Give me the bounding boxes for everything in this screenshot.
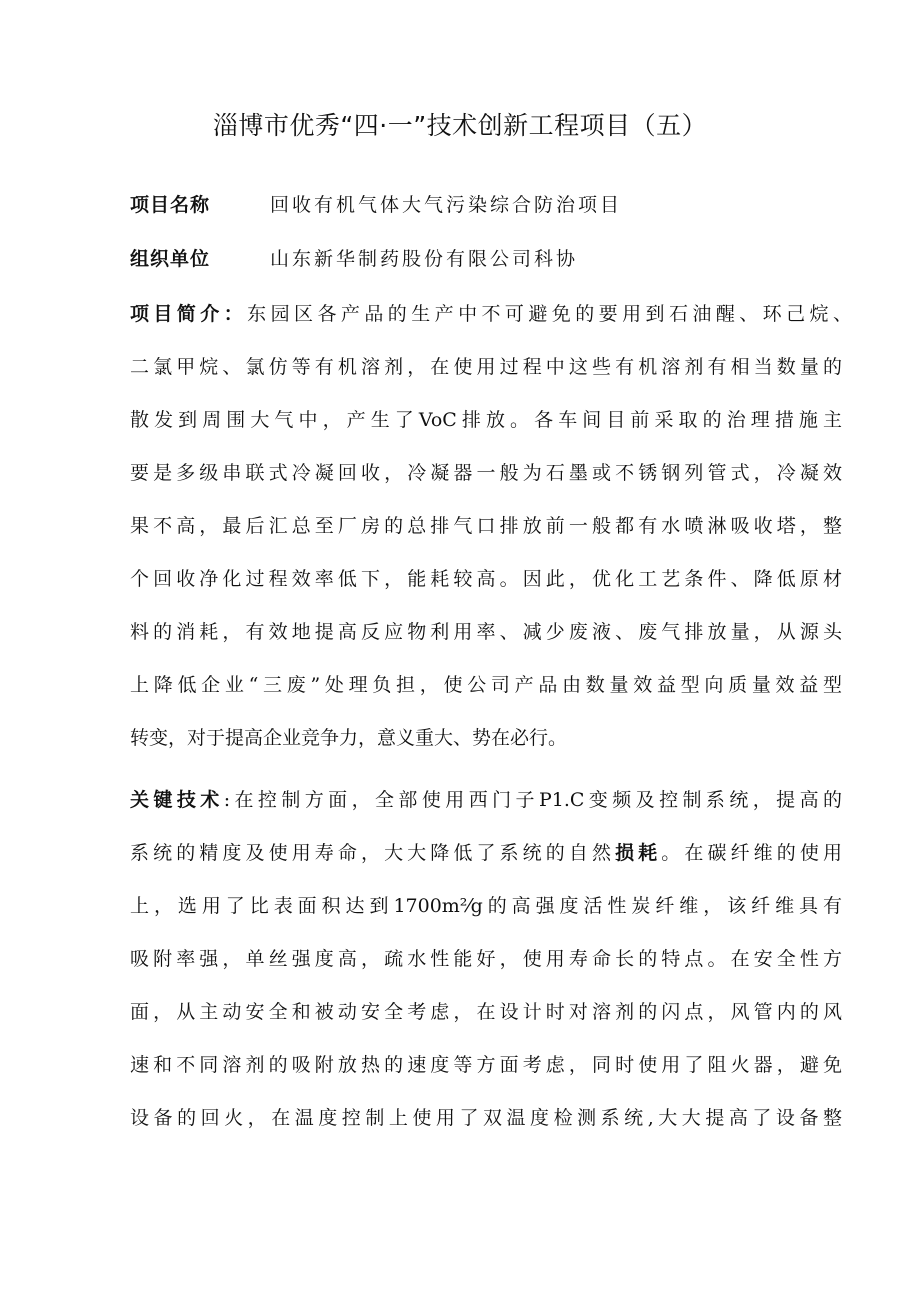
intro-paragraph	[130, 288, 850, 765]
key-tech-label: 关键技术	[130, 789, 224, 811]
project-name-value: 回收有机气体大气污染综合防治项目	[270, 194, 623, 216]
page-title: 淄博市优秀“四·一”技术创新工程项目（五）	[212, 111, 708, 140]
intro-label: 项目简介：	[130, 303, 248, 325]
tech-line: 设备的回火，在温度控制上使用了双温度检测系统,大大提高了设备整	[130, 1107, 842, 1129]
project-name-label: 项目名称	[130, 194, 211, 216]
intro-line-text: 东园区各产品的生产中不可避免的要用到石油醒、环己烷、	[247, 303, 852, 325]
project-name-row	[130, 190, 622, 220]
tech-bold-word: 损耗	[615, 842, 662, 864]
intro-line: 上降低企业“三废”处理负担，使公司产品由数量效益型向质量效益型	[130, 674, 842, 696]
tech-line: 面，从主动安全和被动安全考虑，在设计时对溶剂的闪点，风管内的风	[130, 1001, 842, 1023]
tech-line-text: 。在碳纤维的使用	[661, 842, 842, 864]
intro-line: 果不高，最后汇总至厂房的总排气口排放前一般都有水喷淋吸收塔，整	[130, 515, 842, 537]
tech-line	[130, 827, 842, 880]
organization-label: 组织单位	[130, 248, 211, 270]
intro-line: 二氯甲烷、氯仿等有机溶剂，在使用过程中这些有机溶剂有相当数量的	[130, 356, 842, 378]
tech-line: 上，选用了比表面积达到1700m²⁄g的高强度活性炭纤维，该纤维具有	[130, 895, 842, 917]
tech-line: 吸附率强，单丝强度高，疏水性能好，使用寿命长的特点。在安全性方	[130, 948, 842, 970]
organization-value: 山东新华制药股份有限公司科协	[270, 248, 579, 270]
intro-line: 料的消耗，有效地提高反应物利用率、减少废液、废气排放量，从源头	[130, 621, 842, 643]
tech-line-text: 系统的精度及使用寿命，大大降低了系统的自然	[130, 842, 616, 864]
intro-line: 散发到周围大气中，产生了VoC排放。各车间目前采取的治理措施主	[130, 409, 842, 431]
tech-line-text: :在控制方面，全部使用西门子P1.C变频及控制系统，提高的	[223, 789, 842, 811]
tech-line	[130, 774, 842, 827]
intro-line: 转变，对于提高企业竞争力，意义重大、势在必行。	[130, 727, 568, 749]
intro-line: 要是多级串联式冷凝回收，冷凝器一般为石墨或不锈钢列管式，冷凝效	[130, 462, 842, 484]
intro-line: 个回收净化过程效率低下，能耗较高。因此，优化工艺条件、降低原材	[130, 568, 842, 590]
tech-line: 速和不同溶剂的吸附放热的速度等方面考虑，同时使用了阻火器，避免	[130, 1054, 842, 1076]
organization-row	[130, 244, 578, 274]
intro-line	[130, 288, 852, 341]
key-tech-paragraph	[130, 774, 850, 1145]
